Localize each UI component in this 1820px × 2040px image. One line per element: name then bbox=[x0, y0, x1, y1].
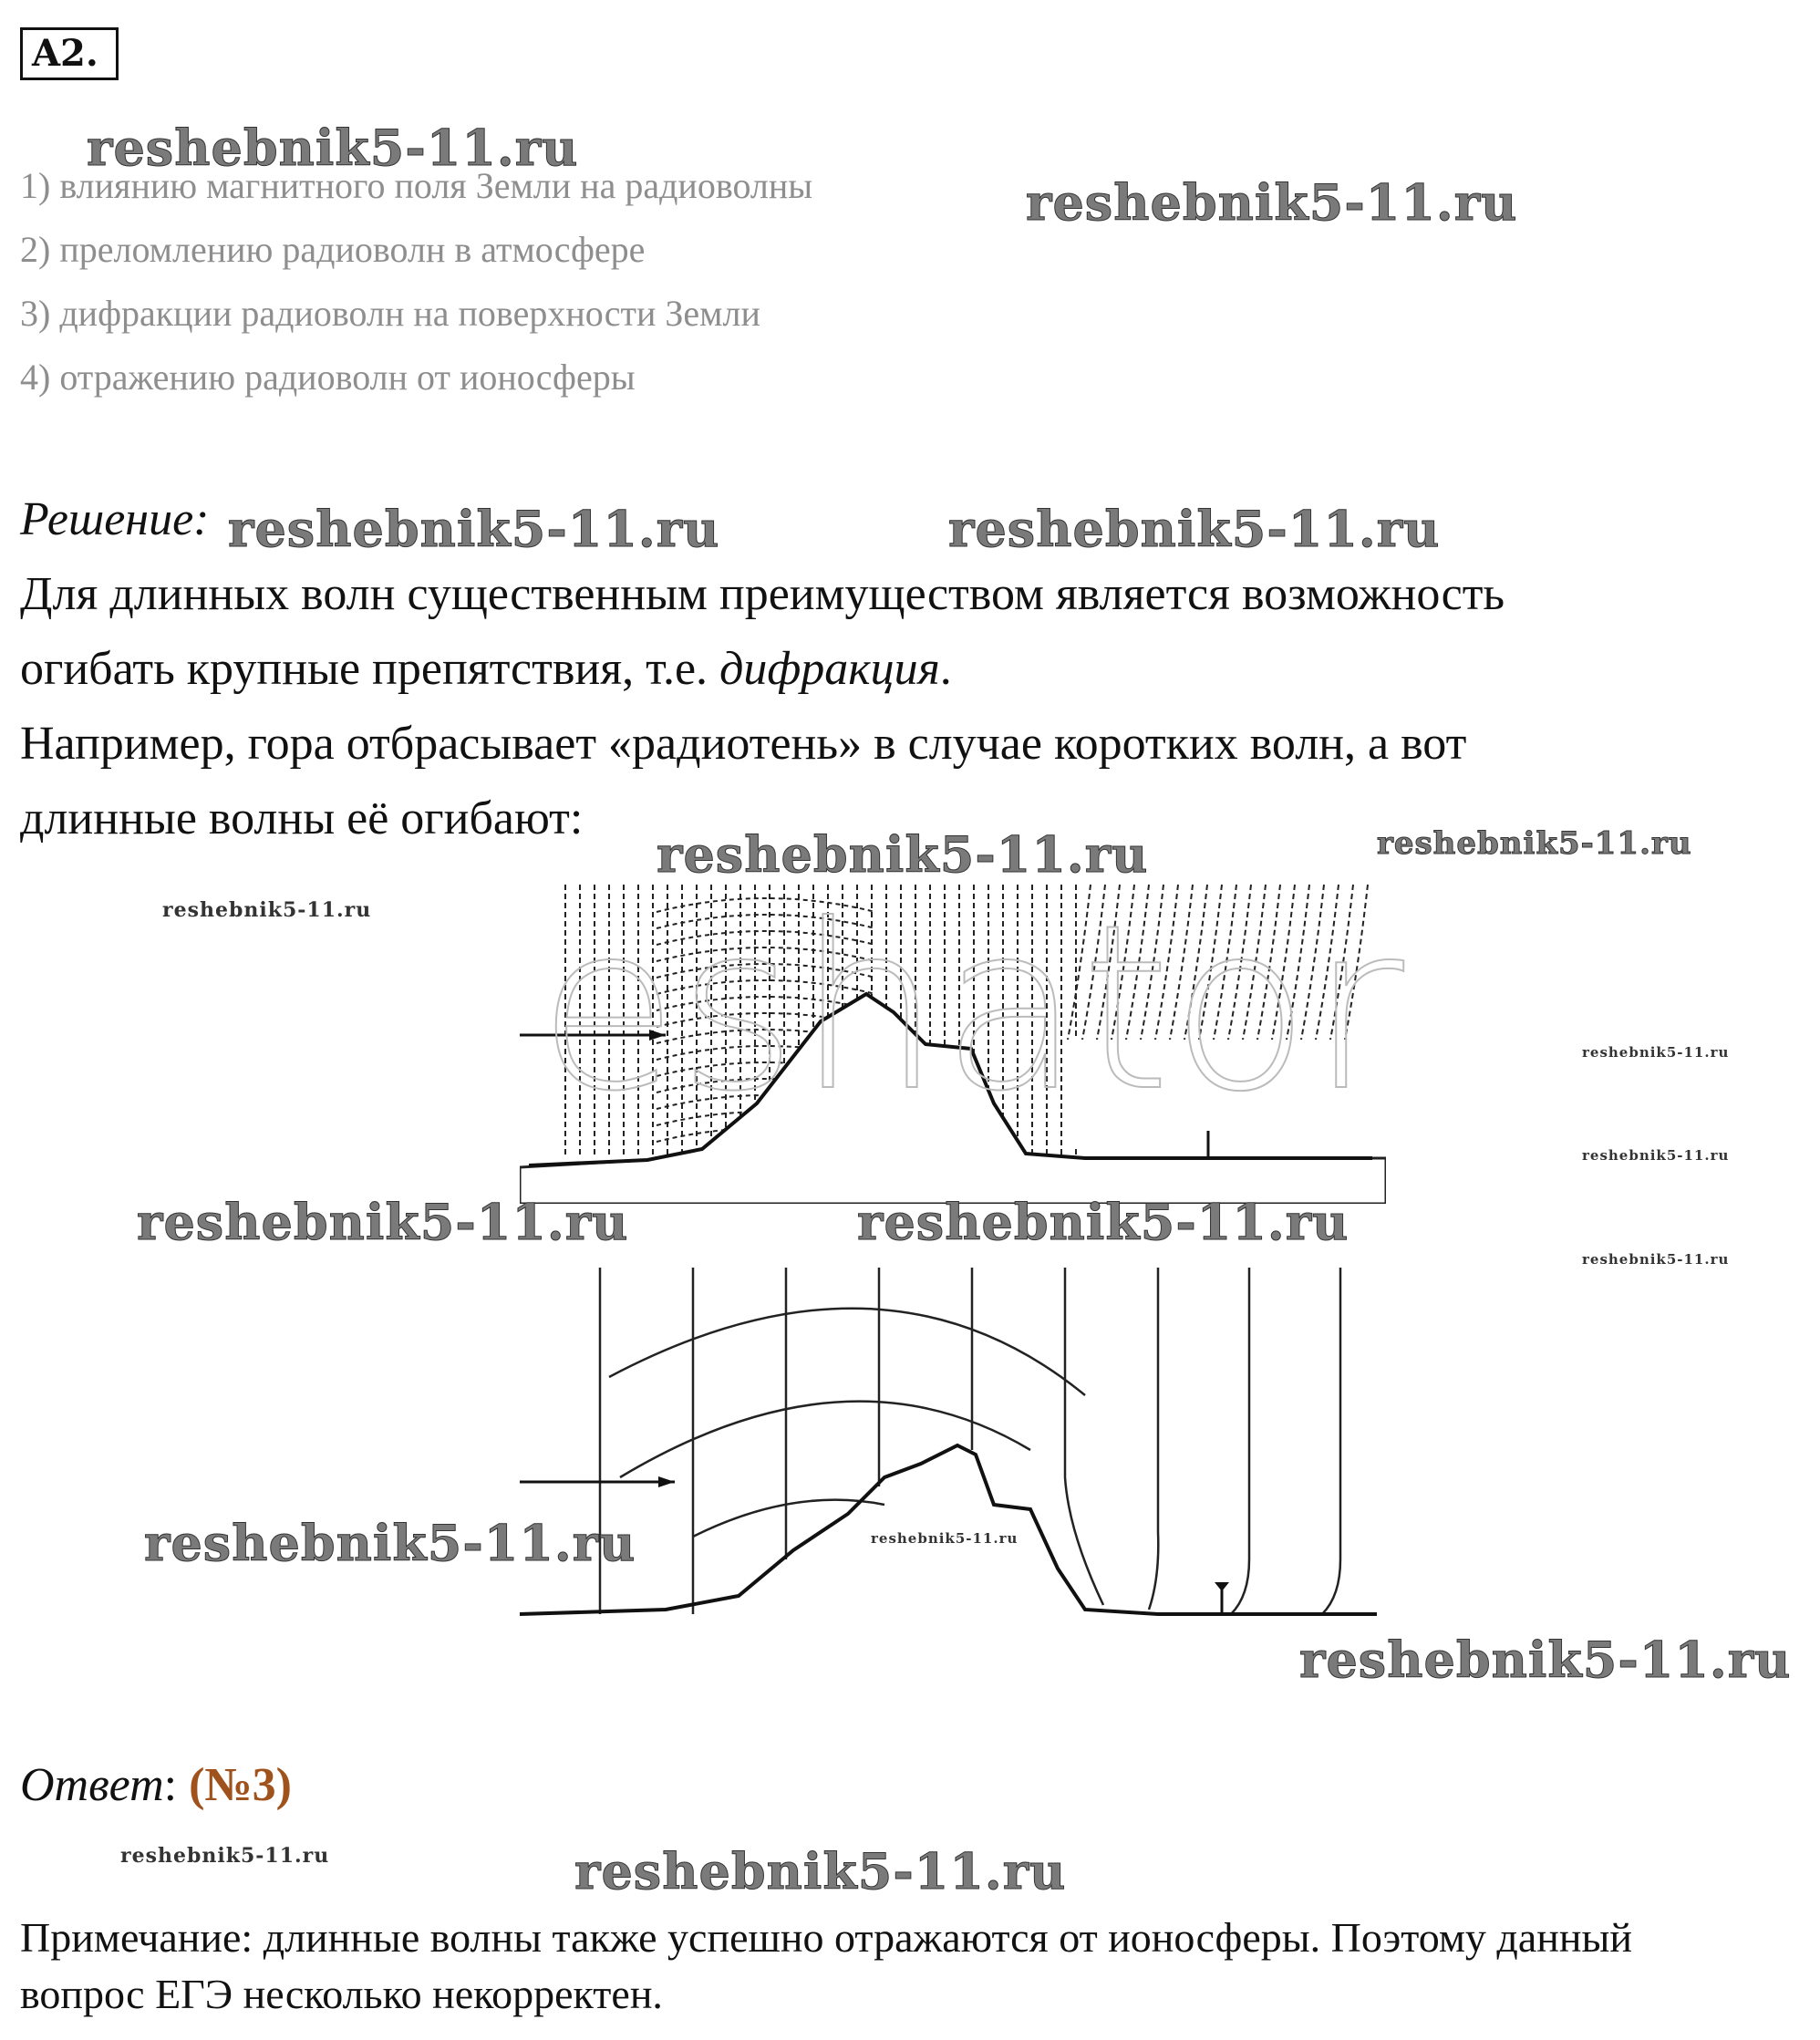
solution-line-2-prefix: огибать крупные препятствия, т.е. bbox=[20, 643, 720, 695]
site-watermark: reshebnik5-11.ru bbox=[1026, 173, 1518, 232]
solution-line-3: Например, гора отбрасывает «радиотень» в случае коротких волн, а вот bbox=[20, 718, 1467, 770]
site-watermark: reshebnik5-11.ru bbox=[1582, 1044, 1730, 1061]
site-watermark: reshebnik5-11.ru bbox=[144, 1514, 636, 1572]
diffraction-term: дифракция bbox=[719, 643, 940, 695]
option-3: 3) дифракции радиоволн на поверхности Земли bbox=[20, 293, 760, 334]
option-1: 1) влиянию магнитного поля Земли на радиоволны bbox=[20, 165, 813, 206]
site-watermark: reshebnik5-11.ru bbox=[1582, 1147, 1730, 1164]
solution-line-4: длинные волны её огибают: bbox=[20, 792, 584, 844]
site-watermark: reshebnik5-11.ru bbox=[871, 1530, 1019, 1547]
site-watermark: reshebnik5-11.ru bbox=[574, 1842, 1067, 1900]
site-watermark: reshebnik5-11.ru bbox=[1582, 1251, 1730, 1268]
answer-value: (№3) bbox=[189, 1759, 292, 1811]
solution-line-1: Для длинных волн существенным преимуществом является возможность bbox=[20, 568, 1505, 620]
site-watermark: reshebnik5-11.ru bbox=[948, 500, 1441, 558]
site-watermark: reshebnik5-11.ru bbox=[162, 898, 372, 922]
site-watermark: reshebnik5-11.ru bbox=[120, 1844, 330, 1868]
site-watermark: reshebnik5-11.ru bbox=[228, 500, 720, 558]
solution-line-2-suffix: . bbox=[939, 643, 952, 695]
long-wave-illustration bbox=[520, 1258, 1386, 1651]
site-watermark: reshebnik5-11.ru bbox=[1377, 825, 1692, 862]
solution-heading: Решение: bbox=[20, 493, 210, 545]
site-watermark: reshebnik5-11.ru bbox=[137, 1193, 629, 1251]
note-line-1: Примечание: длинные волны также успешно отражаются от ионосферы. Поэтому данный bbox=[20, 1914, 1633, 1961]
option-4: 4) отражению радиоволн от ионосферы bbox=[20, 357, 636, 398]
eshator-watermark: eshator bbox=[538, 875, 1404, 1141]
site-watermark: reshebnik5-11.ru bbox=[657, 825, 1149, 884]
answer-colon: : bbox=[163, 1759, 178, 1811]
task-label: A2. bbox=[20, 27, 119, 80]
site-watermark: reshebnik5-11.ru bbox=[87, 119, 579, 177]
site-watermark: reshebnik5-11.ru bbox=[1299, 1631, 1792, 1689]
solution-line-2 bbox=[20, 642, 952, 696]
option-2: 2) преломлению радиоволн в атмосфере bbox=[20, 229, 646, 270]
answer-label: Ответ bbox=[20, 1759, 164, 1811]
note-line-2: вопрос ЕГЭ несколько некорректен. bbox=[20, 1971, 663, 2017]
site-watermark: reshebnik5-11.ru bbox=[857, 1193, 1349, 1251]
answer-line bbox=[20, 1758, 292, 1812]
